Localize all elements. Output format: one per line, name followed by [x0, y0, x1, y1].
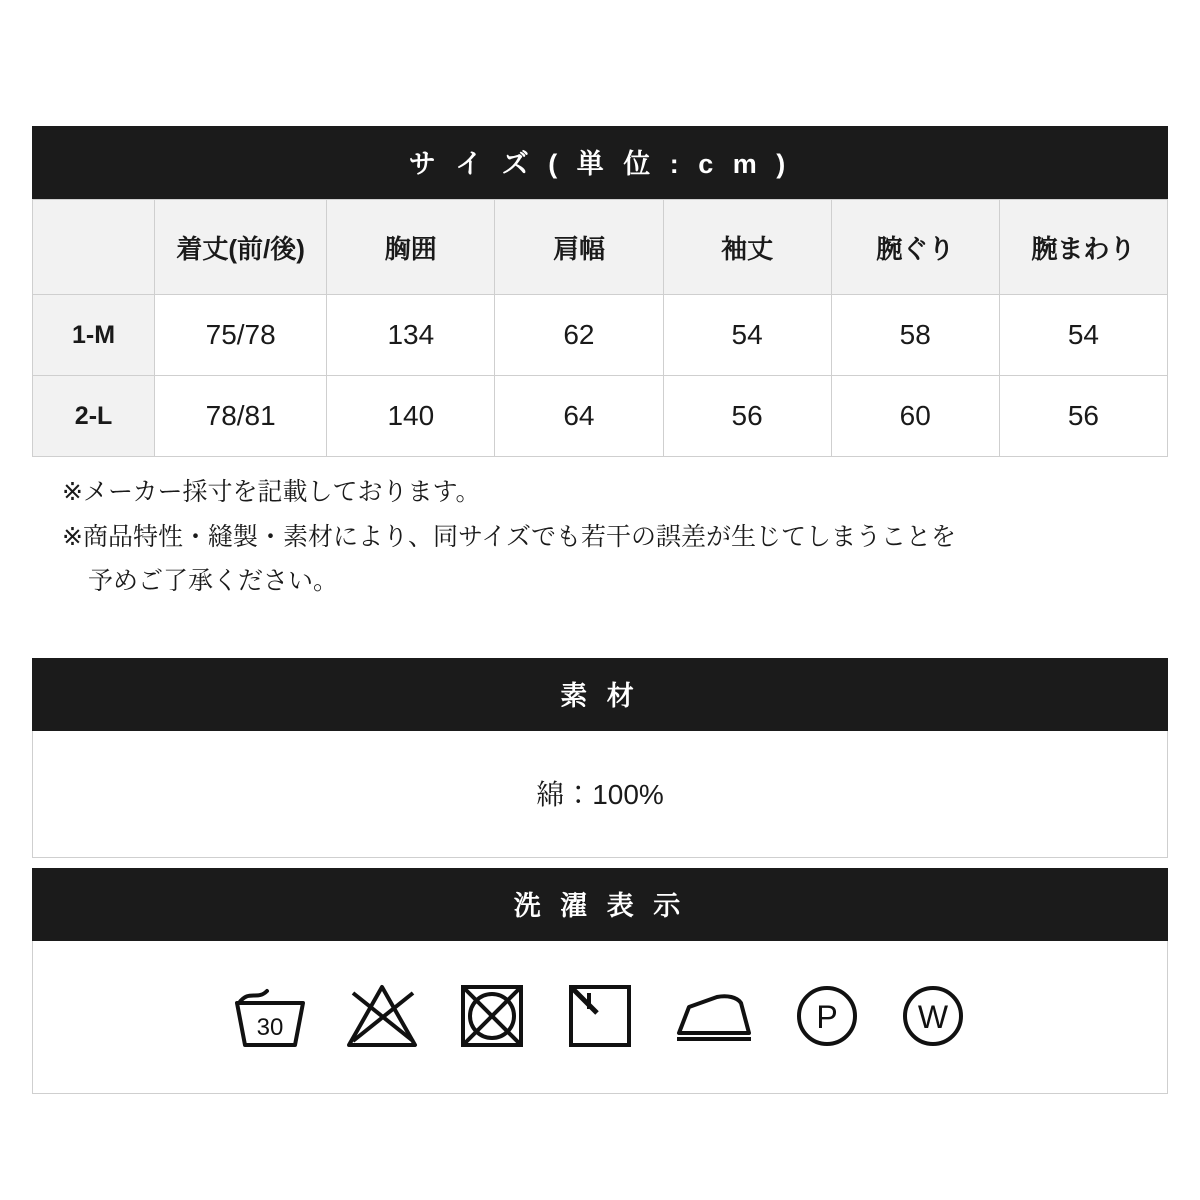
- size-table-header-cell: 胸囲: [327, 200, 495, 295]
- iron-icon: [671, 979, 757, 1053]
- size-cell: 60: [831, 376, 999, 457]
- size-cell: 54: [663, 295, 831, 376]
- size-row-label: 2-L: [33, 376, 155, 457]
- size-cell: 134: [327, 295, 495, 376]
- table-row: [33, 295, 1168, 376]
- material-value: 綿：100%: [32, 731, 1168, 858]
- size-section-title: サ イ ズ ( 単 位 : c m ): [32, 126, 1168, 199]
- table-row: [33, 376, 1168, 457]
- material-section-title: 素 材: [32, 658, 1168, 731]
- size-table-header-cell: 肩幅: [495, 200, 663, 295]
- no-tumble-dry-icon: [455, 979, 529, 1053]
- size-table-header-cell: [33, 200, 155, 295]
- size-cell: 64: [495, 376, 663, 457]
- size-table-header-cell: 腕まわり: [999, 200, 1167, 295]
- size-cell: 62: [495, 295, 663, 376]
- note-line: 予めご了承ください。: [88, 567, 339, 595]
- drip-dry-shade-icon: [563, 979, 637, 1053]
- care-section: [32, 868, 1168, 1094]
- note-line: ※商品特性・縫製・素材により、同サイズでも若干の誤差が生じてしまうことを: [62, 522, 956, 551]
- size-cell: 140: [327, 376, 495, 457]
- note-line: ※メーカー採寸を記載しております。: [62, 478, 481, 506]
- svg-text:30: 30: [256, 1014, 284, 1041]
- svg-text:P: P: [816, 999, 838, 1035]
- size-cell: 54: [999, 295, 1167, 376]
- size-cell: 58: [831, 295, 999, 376]
- svg-text:W: W: [917, 999, 949, 1035]
- size-table: [32, 199, 1168, 457]
- size-cell: 56: [999, 376, 1167, 457]
- material-section: [32, 658, 1168, 858]
- size-table-header-cell: 腕ぐり: [831, 200, 999, 295]
- care-section-title: 洗 濯 表 示: [32, 868, 1168, 941]
- no-bleach-icon: [343, 979, 421, 1053]
- wetclean-w-icon: [897, 979, 969, 1053]
- size-table-header-cell: 袖丈: [663, 200, 831, 295]
- size-cell: 78/81: [155, 376, 327, 457]
- care-icon-list: [32, 941, 1168, 1094]
- size-row-label: 1-M: [33, 295, 155, 376]
- size-cell: 56: [663, 376, 831, 457]
- wash-30-icon: [231, 979, 309, 1053]
- size-table-header-row: [33, 200, 1168, 295]
- size-table-header-cell: 着丈(前/後): [155, 200, 327, 295]
- measurement-notes: [62, 472, 1142, 606]
- size-cell: 75/78: [155, 295, 327, 376]
- dryclean-p-icon: [791, 979, 863, 1053]
- size-section: [32, 126, 1168, 457]
